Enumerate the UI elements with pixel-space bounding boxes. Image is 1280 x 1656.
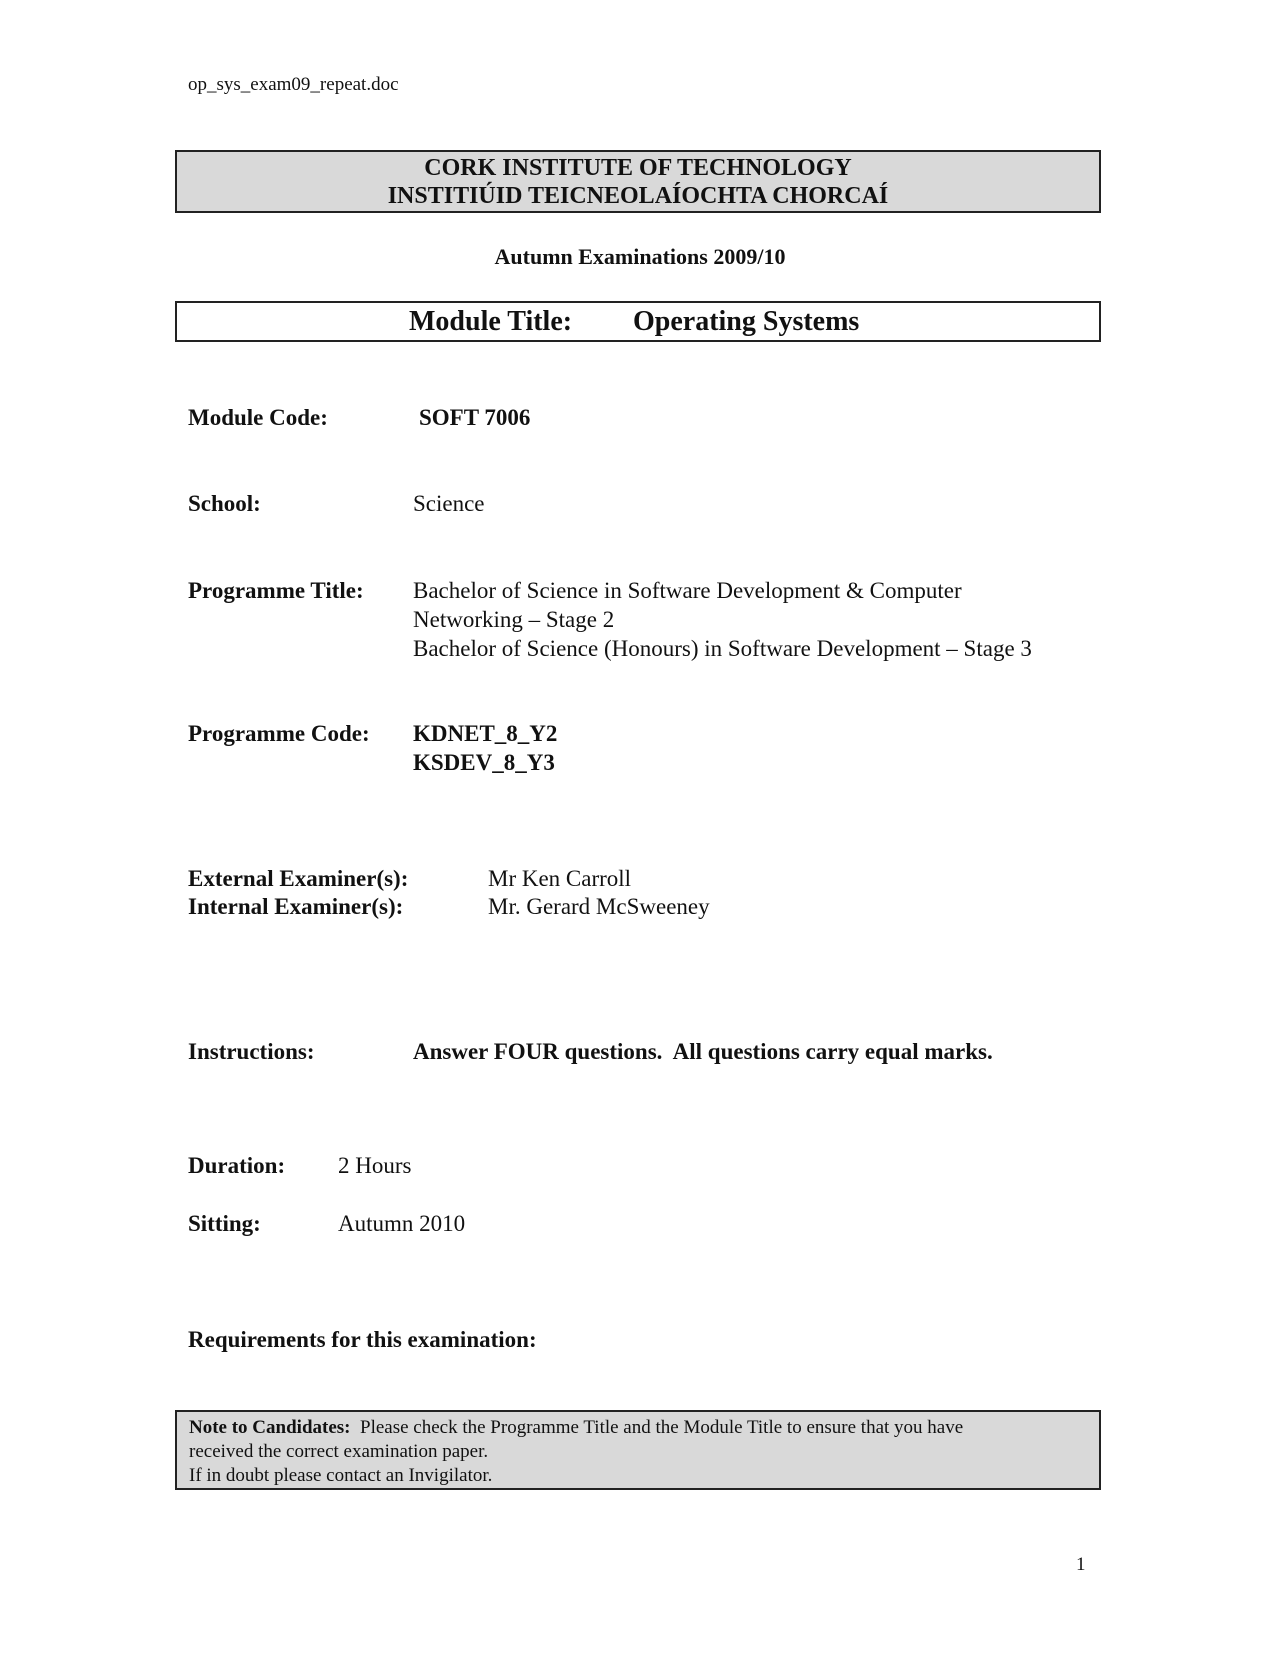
page-number: 1	[1076, 1554, 1086, 1575]
module-code-label: Module Code:	[188, 405, 328, 430]
institute-name-irish: INSTITIÚID TEICNEOLAÍOCHTA CHORCAÍ	[387, 182, 889, 209]
requirements-heading: Requirements for this examination:	[188, 1327, 537, 1352]
programme-code-value: KSDEV_8_Y3	[413, 750, 555, 775]
note-label: Note to Candidates:	[189, 1417, 351, 1438]
document-filename: op_sys_exam09_repeat.doc	[188, 74, 399, 95]
programme-title-line: Bachelor of Science in Software Development & Computer	[413, 578, 962, 603]
note-text-line: If in doubt please contact an Invigilator.	[189, 1465, 493, 1486]
institute-header-box	[175, 150, 1101, 213]
note-text-line: received the correct examination paper.	[189, 1441, 489, 1462]
internal-examiner-label: Internal Examiner(s):	[188, 894, 404, 919]
instructions-value: Answer FOUR questions. All questions carry equal marks.	[413, 1039, 993, 1064]
school-value: Science	[413, 491, 485, 516]
institute-name-english: CORK INSTITUTE OF TECHNOLOGY	[424, 154, 852, 181]
programme-title-line: Bachelor of Science (Honours) in Software Development – Stage 3	[413, 636, 1032, 661]
module-title-box	[175, 301, 1101, 342]
internal-examiner-value: Mr. Gerard McSweeney	[488, 894, 710, 919]
note-to-candidates-box	[175, 1410, 1101, 1490]
instructions-label: Instructions:	[188, 1039, 315, 1064]
module-code-value: SOFT 7006	[419, 405, 531, 430]
programme-title-line: Networking – Stage 2	[413, 607, 615, 632]
exam-session-title: Autumn Examinations 2009/10	[494, 244, 786, 269]
module-title-label: Module Title:	[409, 306, 573, 337]
duration-label: Duration:	[188, 1153, 286, 1178]
school-label: School:	[188, 491, 261, 516]
programme-code-label: Programme Code:	[188, 721, 370, 746]
module-title-value: Operating Systems	[633, 306, 860, 337]
duration-value: 2 Hours	[338, 1153, 412, 1178]
programme-title-label: Programme Title:	[188, 578, 364, 603]
sitting-label: Sitting:	[188, 1211, 261, 1236]
sitting-value: Autumn 2010	[338, 1211, 466, 1236]
external-examiner-value: Mr Ken Carroll	[488, 866, 632, 891]
note-text-line: Please check the Programme Title and the Module Title to ensure that you have	[360, 1417, 964, 1438]
programme-code-value: KDNET_8_Y2	[413, 721, 558, 746]
external-examiner-label: External Examiner(s):	[188, 866, 409, 891]
